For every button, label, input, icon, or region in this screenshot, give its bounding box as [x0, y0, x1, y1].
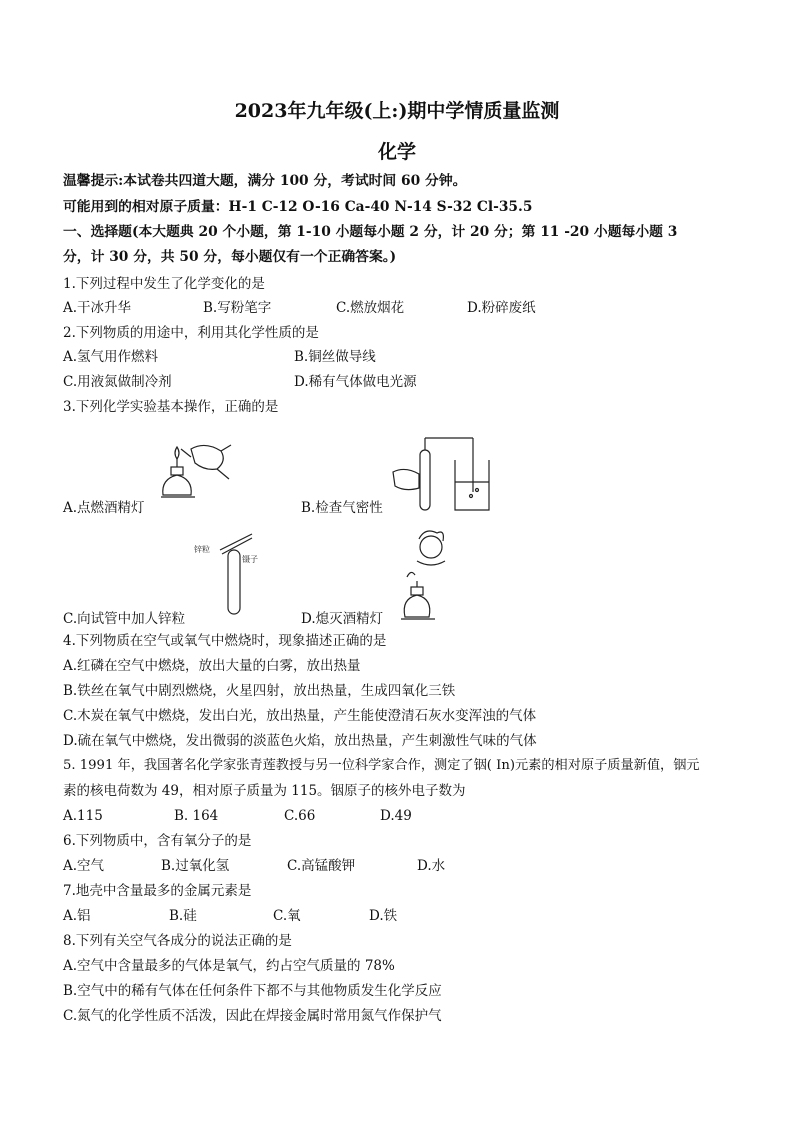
q7-option-b: B.硅 — [169, 908, 197, 924]
q1-option-b: B.写粉笔字 — [203, 300, 272, 316]
exam-title: 2023年九年级(上:)期中学情质量监测 — [234, 100, 560, 122]
q2-option-a: A.氢气用作燃料 — [63, 349, 159, 365]
q4-option-a: A.红磷在空气中燃烧，放出大量的白雾，放出热量 — [63, 658, 361, 674]
q8-option-b: B.空气中的稀有气体在任何条件下都不与其他物质发生化学反应 — [63, 983, 442, 999]
figure-lighting-lamp — [155, 435, 235, 515]
q1-stem: 1.下列过程中发生了化学变化的是 — [63, 276, 265, 292]
figure-adding-zinc — [190, 528, 270, 618]
q8-option-a: A.空气中含量最多的气体是氧气，约占空气质量的 78% — [63, 958, 395, 974]
q3-option-a: A.点燃酒精灯 — [63, 500, 145, 516]
q7-option-a: A.铝 — [63, 908, 91, 924]
q3-option-c: C.向试管中加人锌粒 — [63, 611, 186, 627]
q1-option-a: A.干冰升华 — [63, 300, 132, 316]
q3-stem: 3.下列化学实验基本操作，正确的是 — [63, 399, 279, 415]
q1-option-c: C.燃放烟花 — [336, 300, 405, 316]
q4-option-b: B.铁丝在氧气中剧烈燃烧，火星四射，放出热量，生成四氧化三铁 — [63, 683, 456, 699]
q5-option-b: B. 164 — [174, 808, 219, 824]
q5-option-d: D.49 — [380, 808, 412, 824]
q5-option-c: C.66 — [284, 808, 316, 824]
q6-option-d: D.水 — [417, 858, 446, 874]
tip-text: 温馨提示:本试卷共四道大题，满分 100 分，考试时间 60 分钟。 — [63, 173, 467, 189]
q5-option-a: A.115 — [63, 808, 103, 824]
q4-option-c: C.木炭在氧气中燃烧，发出白光，放出热量，产生能使澄清石灰水变浑浊的气体 — [63, 708, 537, 724]
zinc-label: 锌粒 — [194, 545, 210, 554]
figure-extinguishing-lamp — [395, 525, 475, 625]
q8-option-c: C.氮气的化学性质不活泼，因此在焊接金属时常用氮气作保护气 — [63, 1008, 442, 1024]
q5-stem: 5. 1991 年，我国著名化学家张青莲教授与另一位科学家合作，测定了铟( In)元素的相对原子质量新值，铟元 — [63, 758, 700, 773]
q7-stem: 7.地壳中含量最多的金属元素是 — [63, 883, 252, 899]
q3-option-b: B.检查气密性 — [301, 500, 383, 516]
q2-option-c: C.用液氮做制冷剂 — [63, 374, 172, 390]
q7-option-d: D.铁 — [369, 908, 398, 924]
q4-option-d: D.硫在氧气中燃烧，发出微弱的淡蓝色火焰，放出热量，产生刺激性气味的气体 — [63, 733, 537, 749]
q6-option-b: B.过氧化氢 — [161, 858, 230, 874]
figure-airtightness-check — [385, 432, 495, 522]
q3-option-d: D.熄灭酒精灯 — [301, 611, 384, 627]
q5-stem-cont: 素的核电荷数为 49，相对原子质量为 115。铟原子的核外电子数为 — [63, 783, 466, 799]
q6-stem: 6.下列物质中，含有氧分子的是 — [63, 833, 252, 849]
q2-option-d: D.稀有气体做电光源 — [294, 374, 417, 390]
atomic-mass-text: 可能用到的相对原子质量：H-1 C-12 O-16 Ca-40 N-14 S-32 Cl-35.5 — [63, 199, 533, 215]
q6-option-a: A.空气 — [63, 858, 105, 874]
q8-stem: 8.下列有关空气各成分的说法正确的是 — [63, 933, 292, 949]
q7-option-c: C.氧 — [273, 908, 301, 924]
q1-option-d: D.粉碎废纸 — [467, 300, 536, 316]
q6-option-c: C.高锰酸钾 — [287, 858, 356, 874]
subject-title: 化学 — [377, 141, 416, 163]
section-one-heading-cont: 分，计 30 分，共 50 分，每小题仅有一个正确答案。) — [63, 249, 397, 265]
q4-stem: 4.下列物质在空气或氧气中燃烧时，现象描述正确的是 — [63, 633, 387, 649]
tweezers-label: 镊子 — [242, 555, 258, 564]
section-one-heading: 一、选择题(本大题典 20 个小题，第 1-10 小题每小题 2 分，计 20 分；第 11 -20 小题每小题 3 — [63, 224, 678, 240]
q2-option-b: B.铜丝做导线 — [294, 349, 376, 365]
q2-stem: 2.下列物质的用途中，利用其化学性质的是 — [63, 325, 319, 341]
